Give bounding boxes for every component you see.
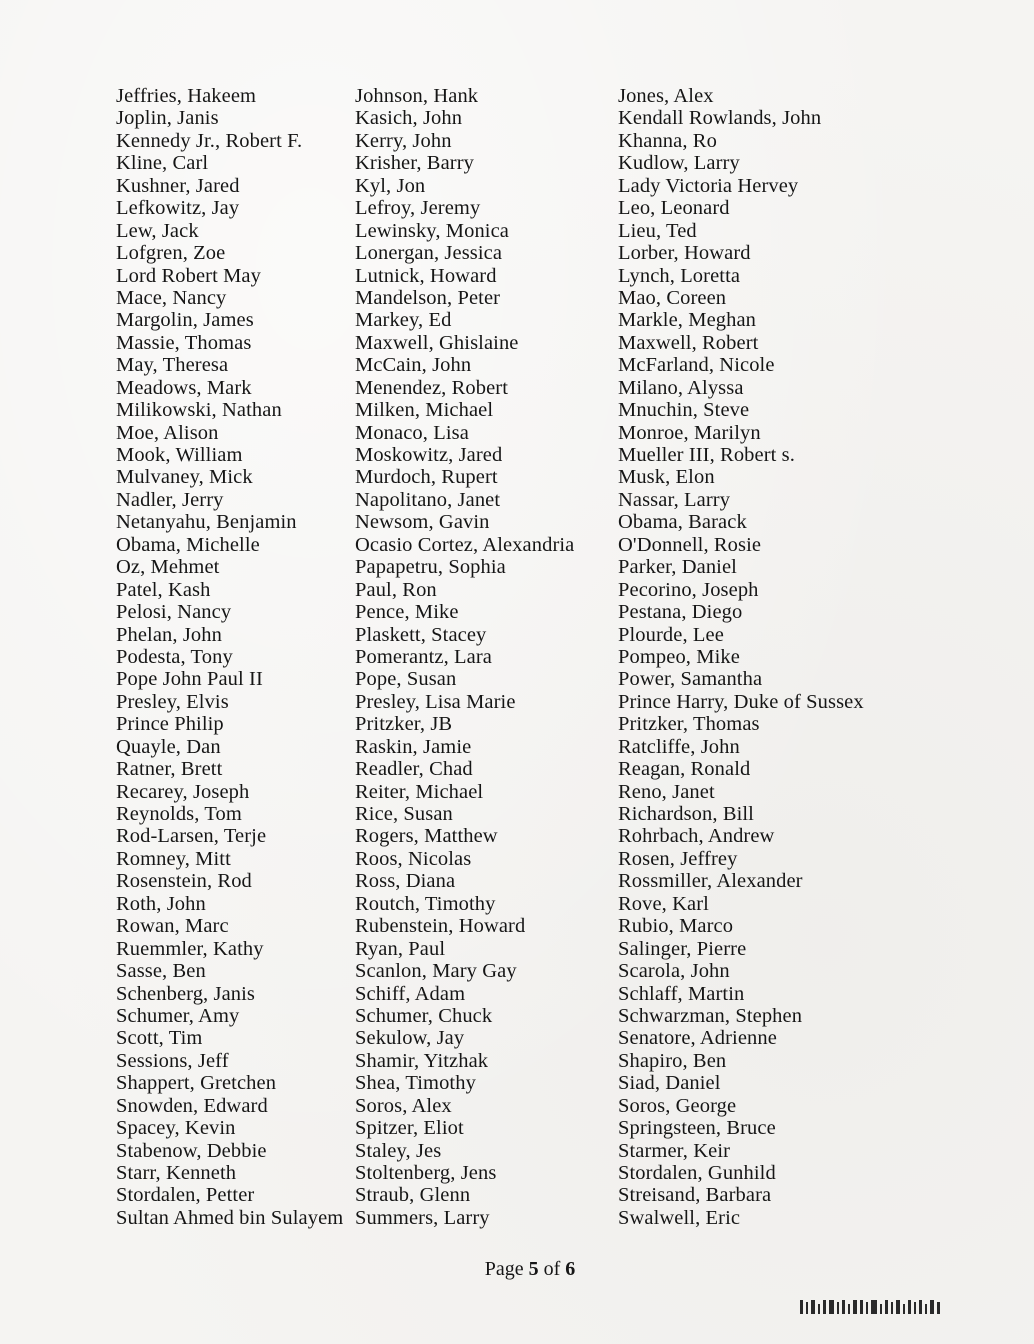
scan-barcode-mark: [800, 1300, 940, 1314]
name-entry: Netanyahu, Benjamin: [116, 511, 297, 534]
name-entry: Parker, Daniel: [618, 556, 737, 579]
barcode-bar: [891, 1302, 893, 1314]
barcode-bar: [914, 1302, 916, 1314]
name-entry: Siad, Daniel: [618, 1072, 721, 1095]
name-entry: Presley, Lisa Marie: [355, 690, 516, 713]
name-entry: Ratcliffe, John: [618, 735, 740, 758]
name-entry: Monroe, Marilyn: [618, 421, 761, 444]
name-entry: Milikowski, Nathan: [116, 399, 282, 422]
barcode-bar: [925, 1304, 927, 1314]
name-entry: Stoltenberg, Jens: [355, 1162, 497, 1184]
barcode-bar: [896, 1300, 900, 1314]
name-entry: Pelosi, Nancy: [116, 601, 232, 624]
name-entry: Kudlow, Larry: [618, 152, 740, 175]
name-entry: Ruemmler, Kathy: [116, 937, 264, 960]
name-entry: Scott, Tim: [116, 1027, 203, 1050]
name-entry: Power, Samantha: [618, 668, 763, 691]
barcode-bar: [866, 1302, 868, 1314]
name-entry: Sekulow, Jay: [355, 1027, 465, 1050]
name-entry: Plourde, Lee: [618, 623, 724, 646]
name-entry: Schenberg, Janis: [116, 982, 256, 1005]
name-entry: Roos, Nicolas: [355, 847, 472, 870]
name-entry: Khanna, Ro: [618, 129, 717, 152]
name-entry: Jones, Alex: [618, 85, 714, 107]
name-entry: Maxwell, Robert: [618, 331, 759, 354]
name-entry: Krisher, Barry: [355, 152, 474, 175]
name-entry: Pecorino, Joseph: [618, 578, 759, 601]
name-entry: Reynolds, Tom: [116, 803, 242, 825]
name-entry: Kendall Rowlands, John: [618, 107, 822, 130]
name-entry: Schumer, Amy: [116, 1004, 240, 1027]
name-entry: Patel, Kash: [116, 578, 211, 601]
name-entry: Snowden, Edward: [116, 1094, 268, 1117]
barcode-bar: [842, 1300, 845, 1314]
name-entry: Obama, Michelle: [116, 533, 260, 556]
name-entry: Kasich, John: [355, 107, 463, 130]
name-entry: Rosen, Jeffrey: [618, 847, 738, 870]
name-entry: Pompeo, Mike: [618, 645, 740, 668]
name-entry: Swalwell, Eric: [618, 1206, 741, 1229]
name-entry: Kushner, Jared: [116, 174, 240, 197]
name-entry: Scanlon, Mary Gay: [355, 960, 517, 983]
name-entry: Sultan Ahmed bin Sulayem: [116, 1206, 344, 1229]
name-entry: Plaskett, Stacey: [355, 623, 487, 646]
name-entry: Mook, William: [116, 444, 243, 466]
barcode-bar: [837, 1302, 839, 1314]
barcode-bar: [800, 1300, 803, 1314]
name-entry: Scarola, John: [618, 960, 730, 983]
name-entry: Lofgren, Zoe: [116, 242, 226, 265]
name-entry: May, Theresa: [116, 354, 229, 377]
name-entry: Shea, Timothy: [355, 1072, 476, 1095]
name-entry: Recarey, Joseph: [116, 780, 250, 803]
name-entry: Massie, Thomas: [116, 331, 252, 354]
name-column-2: [355, 85, 574, 1229]
name-entry: Ocasio Cortez, Alexandria: [355, 533, 575, 556]
name-entry: Spacey, Kevin: [116, 1117, 236, 1140]
name-entry: Nadler, Jerry: [116, 488, 224, 511]
name-entry: Mnuchin, Steve: [618, 399, 750, 422]
name-entry: Presley, Elvis: [116, 690, 229, 713]
name-entry: Maxwell, Ghislaine: [355, 331, 519, 354]
name-entry: Lieu, Ted: [618, 219, 697, 242]
name-entry: Streisand, Barbara: [618, 1184, 772, 1207]
name-entry: Rubio, Marco: [618, 915, 734, 938]
name-entry: Menendez, Robert: [355, 376, 509, 399]
name-entry: Rossmiller, Alexander: [618, 870, 803, 893]
barcode-bar: [818, 1304, 820, 1314]
name-entry: Pope John Paul II: [116, 668, 263, 691]
page-footer: [0, 1258, 1034, 1281]
name-entry: Musk, Elon: [618, 466, 715, 489]
barcode-bar: [829, 1300, 834, 1314]
name-entry: Schiff, Adam: [355, 982, 466, 1005]
name-entry: Rove, Karl: [618, 892, 709, 915]
page-of-label: of: [543, 1258, 561, 1280]
barcode-bar: [853, 1300, 857, 1314]
name-entry: Prince Philip: [116, 713, 224, 736]
name-entry: Springsteen, Bruce: [618, 1117, 776, 1140]
name-entry: Lewinsky, Monica: [355, 219, 509, 242]
name-entry: Paul, Ron: [355, 578, 437, 601]
page-label: Page: [484, 1258, 524, 1280]
name-entry: Soros, George: [618, 1094, 737, 1117]
name-entry: Moe, Alison: [116, 421, 219, 444]
name-entry: Schlaff, Martin: [618, 982, 745, 1005]
name-entry: Stordalen, Gunhild: [618, 1162, 776, 1184]
name-entry: Rice, Susan: [355, 803, 453, 825]
name-entry: Prince Harry, Duke of Sussex: [618, 690, 864, 713]
name-entry: Kennedy Jr., Robert F.: [116, 129, 303, 152]
barcode-bar: [871, 1300, 877, 1314]
name-entry: Staley, Jes: [355, 1139, 442, 1162]
name-entry: Lorber, Howard: [618, 242, 751, 265]
name-column-3: [618, 85, 864, 1229]
name-entry: Papapetru, Sophia: [355, 556, 506, 579]
name-entry: Lord Robert May: [116, 264, 261, 287]
name-entry: Lonergan, Jessica: [355, 242, 503, 265]
barcode-bar: [811, 1300, 815, 1314]
name-entry: Roth, John: [116, 892, 206, 915]
name-entry: Soros, Alex: [355, 1094, 452, 1117]
name-entry: Readler, Chad: [355, 758, 473, 781]
name-entry: Rod-Larsen, Terje: [116, 825, 267, 848]
barcode-bar: [885, 1300, 888, 1314]
barcode-bar: [806, 1302, 808, 1314]
name-entry: Pestana, Diego: [618, 601, 743, 624]
name-entry: Salinger, Pierre: [618, 937, 747, 960]
name-entry: Pritzker, Thomas: [618, 713, 760, 736]
name-entry: Markey, Ed: [355, 309, 452, 332]
barcode-bar: [848, 1304, 850, 1314]
name-entry: Phelan, John: [116, 623, 222, 646]
name-entry: Milano, Alyssa: [618, 376, 744, 399]
barcode-bar: [937, 1302, 940, 1314]
name-entry: McFarland, Nicole: [618, 354, 775, 377]
name-entry: Schwarzman, Stephen: [618, 1004, 803, 1027]
name-entry: Lew, Jack: [116, 219, 199, 242]
name-entry: Kline, Carl: [116, 152, 209, 175]
name-entry: Rogers, Matthew: [355, 825, 498, 848]
barcode-bar: [919, 1300, 922, 1314]
name-entry: Mace, Nancy: [116, 286, 227, 309]
name-entry: Shappert, Gretchen: [116, 1072, 277, 1095]
name-entry: Johnson, Hank: [355, 85, 479, 107]
barcode-bar: [908, 1300, 911, 1314]
name-entry: Stabenow, Debbie: [116, 1139, 267, 1162]
barcode-bar: [880, 1304, 882, 1314]
page-number: 5: [528, 1258, 539, 1280]
name-entry: Richardson, Bill: [618, 803, 754, 825]
name-entry: Mulvaney, Mick: [116, 466, 253, 489]
name-entry: Obama, Barack: [618, 511, 747, 534]
name-entry: Lefkowitz, Jay: [116, 197, 240, 220]
name-entry: Ross, Diana: [355, 870, 456, 893]
name-entry: Sasse, Ben: [116, 960, 206, 983]
name-entry: Pritzker, JB: [355, 713, 453, 736]
name-entry: Stordalen, Petter: [116, 1184, 255, 1207]
barcode-bar: [903, 1304, 905, 1314]
name-entry: Raskin, Jamie: [355, 735, 472, 758]
name-entry: Straub, Glenn: [355, 1184, 471, 1207]
name-entry: Mao, Coreen: [618, 286, 727, 309]
page-total: 6: [565, 1258, 576, 1280]
name-entry: Pope, Susan: [355, 668, 457, 691]
name-entry: Summers, Larry: [355, 1206, 490, 1229]
name-entry: O'Donnell, Rosie: [618, 533, 762, 556]
name-entry: Ryan, Paul: [355, 937, 446, 960]
name-entry: Moskowitz, Jared: [355, 444, 503, 466]
name-entry: McCain, John: [355, 354, 472, 377]
name-entry: Lynch, Loretta: [618, 264, 741, 287]
name-entry: Sessions, Jeff: [116, 1049, 229, 1072]
barcode-bar: [930, 1300, 934, 1314]
name-entry: Schumer, Chuck: [355, 1004, 493, 1027]
name-entry: Newsom, Gavin: [355, 511, 490, 534]
name-entry: Margolin, James: [116, 309, 254, 332]
name-entry: Senatore, Adrienne: [618, 1027, 777, 1050]
name-entry: Lefroy, Jeremy: [355, 197, 481, 220]
name-entry: Mueller III, Robert s.: [618, 444, 795, 466]
name-entry: Shapiro, Ben: [618, 1049, 727, 1072]
name-entry: Ratner, Brett: [116, 758, 223, 781]
name-entry: Rosenstein, Rod: [116, 870, 252, 893]
name-entry: Rowan, Marc: [116, 915, 229, 938]
name-entry: Starr, Kenneth: [116, 1162, 237, 1184]
name-entry: Nassar, Larry: [618, 488, 731, 511]
name-entry: Podesta, Tony: [116, 645, 233, 668]
name-entry: Reagan, Ronald: [618, 758, 751, 781]
name-entry: Lutnick, Howard: [355, 264, 497, 287]
name-entry: Joplin, Janis: [116, 107, 219, 130]
name-entry: Pence, Mike: [355, 601, 459, 624]
name-entry: Starmer, Keir: [618, 1139, 731, 1162]
name-entry: Milken, Michael: [355, 399, 494, 422]
name-entry: Napolitano, Janet: [355, 488, 501, 511]
name-entry: Lady Victoria Hervey: [618, 174, 799, 197]
barcode-bar: [860, 1300, 863, 1314]
name-entry: Reiter, Michael: [355, 780, 484, 803]
name-entry: Reno, Janet: [618, 780, 715, 803]
name-entry: Oz, Mehmet: [116, 556, 220, 579]
name-entry: Markle, Meghan: [618, 309, 757, 332]
name-entry: Quayle, Dan: [116, 735, 221, 758]
name-entry: Kerry, John: [355, 129, 452, 152]
name-column-1: [116, 85, 343, 1229]
name-entry: Leo, Leonard: [618, 197, 730, 220]
name-entry: Murdoch, Rupert: [355, 466, 498, 489]
name-entry: Routch, Timothy: [355, 892, 496, 915]
name-entry: Spitzer, Eliot: [355, 1117, 464, 1140]
name-entry: Kyl, Jon: [355, 174, 426, 197]
name-entry: Pomerantz, Lara: [355, 645, 492, 668]
name-entry: Rubenstein, Howard: [355, 915, 526, 938]
name-entry: Monaco, Lisa: [355, 421, 469, 444]
name-entry: Mandelson, Peter: [355, 286, 501, 309]
name-entry: Rohrbach, Andrew: [618, 825, 775, 848]
name-entry: Shamir, Yitzhak: [355, 1049, 489, 1072]
name-entry: Romney, Mitt: [116, 847, 231, 870]
barcode-bar: [823, 1300, 826, 1314]
name-entry: Jeffries, Hakeem: [116, 85, 257, 107]
name-entry: Meadows, Mark: [116, 376, 252, 399]
